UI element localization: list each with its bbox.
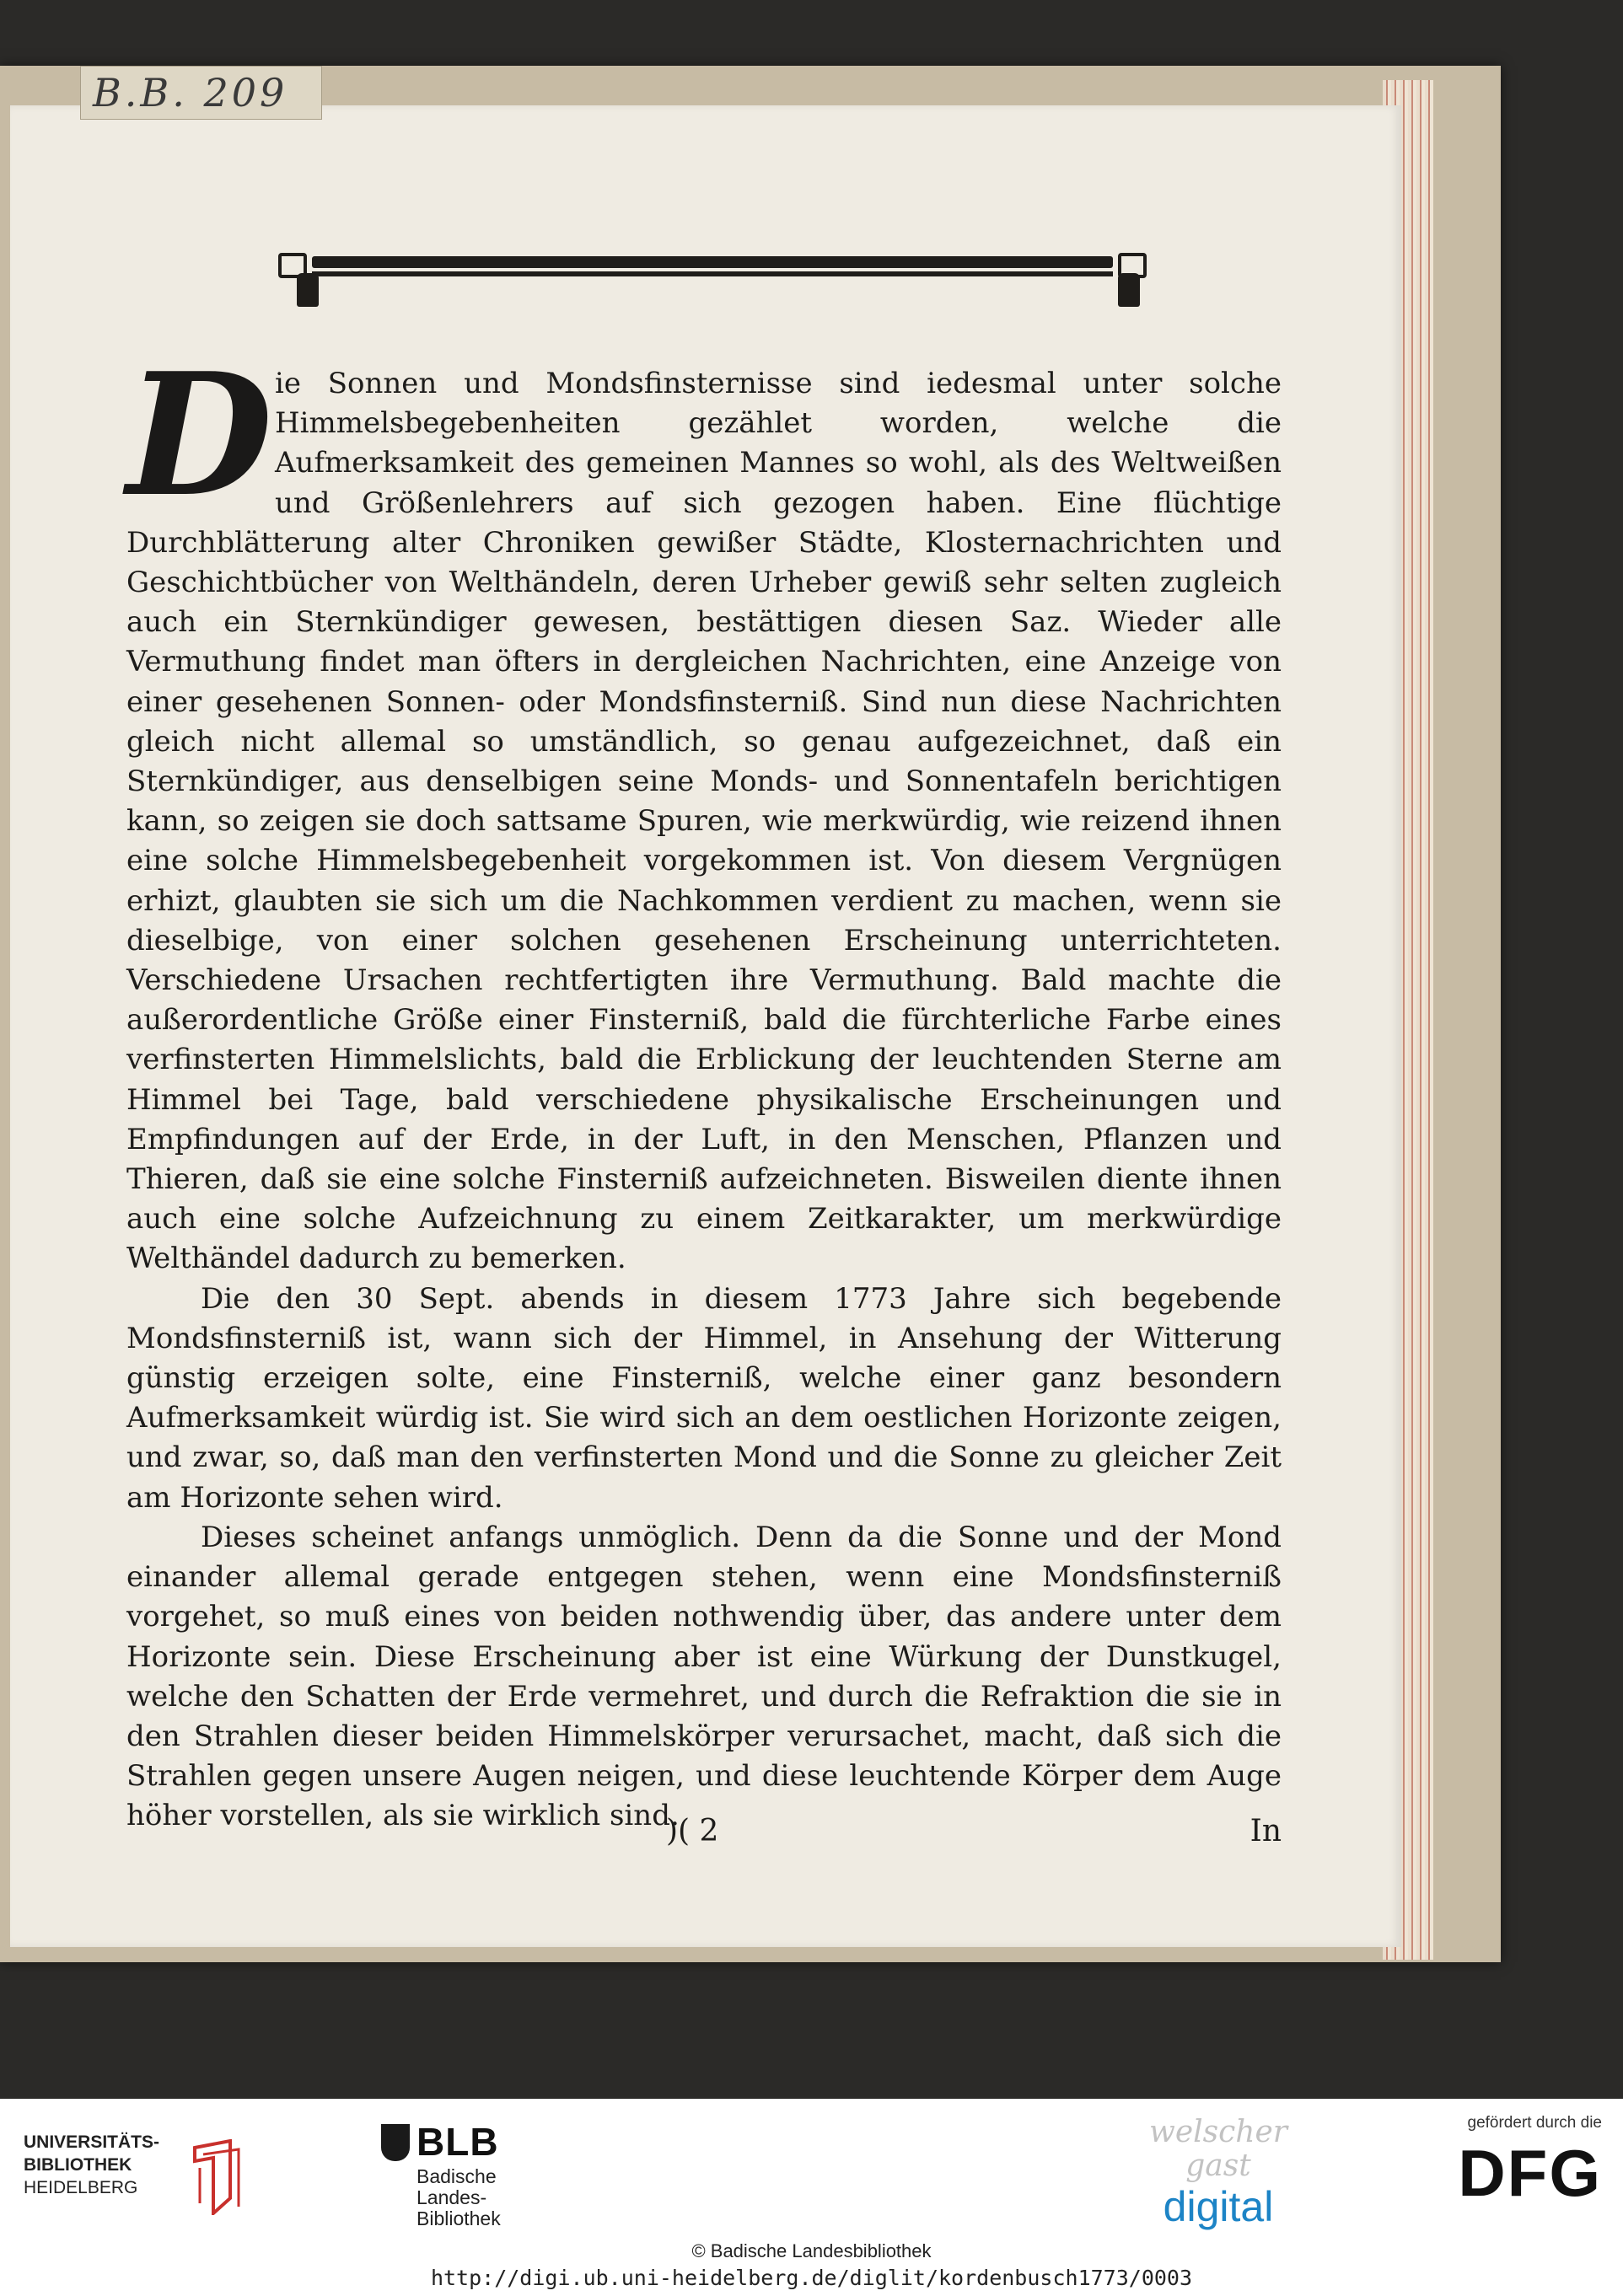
wg-line-2: gast xyxy=(1185,2148,1251,2183)
blb-title: BLB xyxy=(416,2120,499,2164)
ornament-bar xyxy=(312,256,1113,268)
blb-line-2: Landes- xyxy=(416,2186,487,2208)
shield-icon xyxy=(381,2124,410,2161)
paragraph-1-text: ie Sonnen und Mondsfinsternisse sind iedesmal unter solche Himmelsbegebenheiten gezählet worden, welche die Aufmerksamkeit des gemeinen Mannes so wohl, als des Weltweißen und Größenlehrers auf sich gezogen haben. Eine flüchtige Durchblätterung alter Chroniken gewißer Städte, Klosternachrichten und Geschichtbücher von Welthändeln, deren Urheber gewiß sehr selten zugleich auch ein Sternkündiger gewesen, bestättigen diesen Saz. Wieder alle Vermuthung findet man öfters in dergleichen Nachrichten, eine Anzeige von einer gesehenen Sonnen- oder Mondsfinsterniß. Sind nun diese Nachrichten gleich nicht allemal so umständlich, so genau aufgezeichnet, daß ein Sternkündiger, aus denselbigen seine Monds- und Sonnentafeln berichtigen kann, so zeigen sie doch sattsame Spuren, wie merkwürdig, wie reizend ihnen eine solche Himmelsbegebenheit vorgekommen ist. Von diesem Vergnügen erhizt, glaubten sie sich um die Nachkommen verdient zu machen, wenn sie dieselbige, von einer solchen gesehenen Erscheinung unterrichteten. Verschiedene Ursachen rechtfertigten ihre Vermuthung. Bald machte die außerordentliche Größe einer Finsterniß, bald die fürchterliche Farbe eines verfinsterten Himmelslichts, bald die Erblickung der leuchtenden Sterne am Himmel bei Tage, bald verschiedene physikalische Erscheinungen und Empfindungen auf der Erde, in der Luft, in den Menschen, Pflanzen und Thieren, daß sie eine solche Finsterniß aufzeichneten. Bisweilen diente ihnen auch eine solche Aufzeichnung zu einem Zeitkarakter, um merkwürdige Welthändel dadurch zu bemerken. xyxy=(126,367,1282,1276)
paragraph-3: Dieses scheinet anfangs unmöglich. Denn da die Sonne und der Mond einander allemal gerade entgegen stehen, wenn eine Mondsfinsterniß vorgehet, so muß eines von beiden nothwendig über, das andere unter dem Horizonte sein. Diese Erscheinung aber ist eine Würkung der Dunstkugel, welche den Schatten der Erde vermehret, und durch die Refraktion die sie in den Strahlen dieser beiden Himmelskörper verursachet, macht, daß sich die Strahlen gegen unsere Augen neigen, und diese leuchtende Körper dem Auge höher vorstellen, als sie wirklich sind. xyxy=(126,1520,1282,1833)
shelfmark-label xyxy=(80,66,322,120)
paragraph-1 xyxy=(126,336,1282,1279)
dfg-logo[interactable] xyxy=(1400,2114,1602,2232)
blb-line-3: Bibliothek xyxy=(416,2207,501,2229)
paragraph-2: Die den 30 Sept. abends in diesem 1773 Jahre sich begebende Mondsfinsterniß ist, wann sich der Himmel, in Ansehung der Witterung günstig erzeigen solte, eine Finsterniß, welche einer ganz besondern Aufmerksamkeit würdig ist. Sie wird sich an dem oestlichen Horizonte zeigen, und zwar, so, daß man den verfinsterten Mond und die Sonne zu gleicher Zeit am Horizonte sehen wird. xyxy=(126,1281,1282,1515)
blb-line-1: Badische xyxy=(416,2165,497,2187)
footer-band xyxy=(0,2099,1623,2296)
ub-line-3: HEIDELBERG xyxy=(24,2178,138,2197)
ub-emblem-icon xyxy=(188,2139,247,2215)
copyright-line: © Badische Landesbibliothek xyxy=(691,2240,932,2261)
wg-line-1: welscher xyxy=(1149,2115,1287,2149)
permalink-url[interactable]: http://digi.ub.uni-heidelberg.de/diglit/kordenbusch1773/0003 xyxy=(430,2266,1193,2290)
catchword: In xyxy=(1249,1814,1282,1848)
body-text xyxy=(126,336,1282,1837)
drop-cap: D xyxy=(126,336,273,534)
shelfmark-text: B.B. 209 xyxy=(93,70,288,115)
ornament-bar-lower xyxy=(312,271,1113,276)
ub-line-1: UNIVERSITÄTS- xyxy=(24,2132,160,2152)
wg-line-3: digital xyxy=(1163,2183,1274,2230)
tassel-right-icon xyxy=(1118,273,1140,307)
dfg-mark: DFG xyxy=(1458,2136,1602,2210)
dfg-funding-note: gefördert durch die xyxy=(1467,2114,1602,2132)
header-ornament xyxy=(278,253,1147,320)
tassel-left-icon xyxy=(297,273,319,307)
signature-mark: )( 2 xyxy=(666,1814,719,1848)
ub-heidelberg-logo[interactable] xyxy=(24,2131,243,2215)
page-footer-marks xyxy=(126,1814,1282,1856)
blb-logo[interactable] xyxy=(381,2119,558,2254)
ub-line-2: BIBLIOTHEK xyxy=(24,2155,132,2175)
